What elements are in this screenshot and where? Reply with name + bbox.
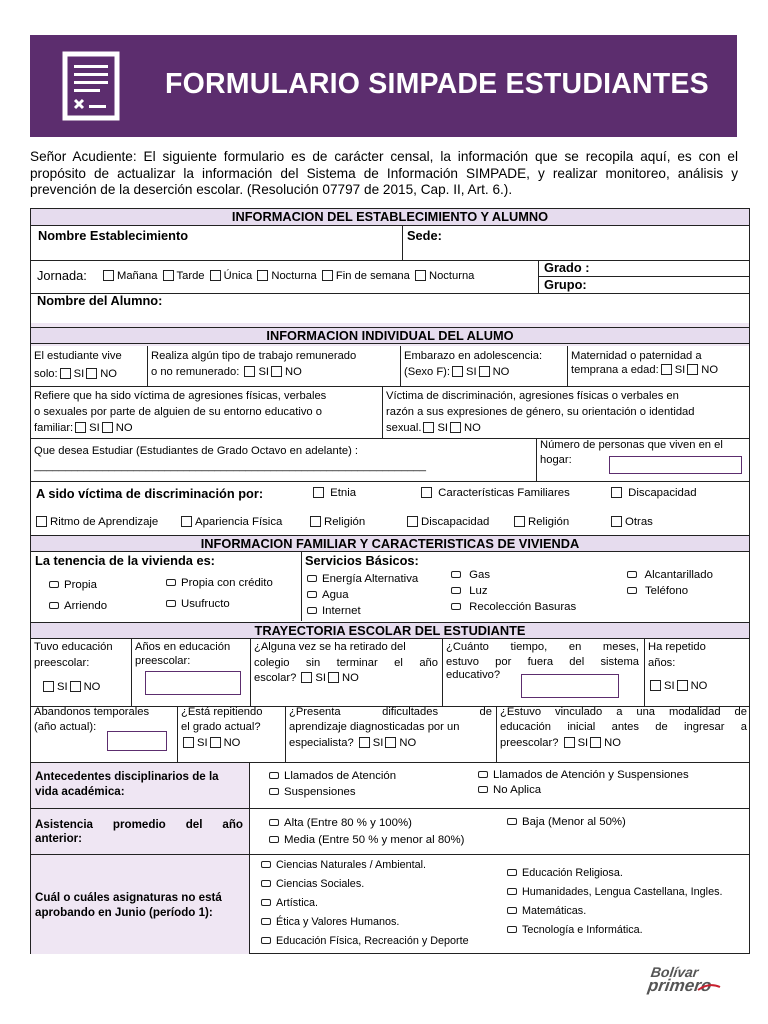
section-header-trayectoria: TRAYECTORIA ESCOLAR DEL ESTUDIANTE — [31, 622, 749, 639]
abandonos-input[interactable] — [107, 731, 167, 751]
intro-text: Señor Acudiente: El siguiente formulario es de carácter censal, la información que se recopila aquí, es con el propósito de actualizar la información del Sistema de Información SIMPADE, y realizar monitoreo, análisis y prevención de la deserción escolar. (Resolución 07797 de 2015, Cap. II, Art. 6.). — [30, 149, 738, 197]
agresiones-label-2: o sexuales por parte de alguien de su entorno educativo o — [34, 406, 322, 418]
tuvo-preescolar-row: SI NO — [41, 680, 100, 696]
si-checkbox[interactable] — [75, 422, 86, 433]
asignaturas-label-2: aprobando en Junio (período 1): — [35, 906, 213, 919]
sede-label: Sede: — [407, 228, 442, 243]
section-header-familiar: INFORMACION FAMILIAR Y CARACTERISTICAS DE VIVIENDA — [31, 535, 749, 552]
desea-estudiar-field[interactable]: _______________________________________________________________ — [34, 460, 426, 472]
tiempo-fuera-label: ¿Cuánto tiempo, en meses, — [446, 641, 639, 653]
disc-otras[interactable]: Otras — [609, 516, 653, 528]
jornada-checkbox[interactable] — [257, 270, 268, 281]
dificultades-label-2: aprendizaje diagnosticadas por un — [289, 721, 460, 733]
ant-suspensiones[interactable]: Suspensiones — [269, 786, 356, 798]
no-checkbox[interactable] — [687, 364, 698, 375]
personas-hogar-label: Número de personas que viven en el — [540, 439, 723, 451]
si-checkbox[interactable] — [60, 368, 71, 379]
vive-solo-row: solo: SI NO — [34, 368, 117, 380]
asig-artistica[interactable]: Artística. — [261, 897, 318, 909]
logo-swoosh-icon — [697, 984, 721, 992]
serv-telefono[interactable]: Teléfono — [627, 585, 688, 597]
si-checkbox[interactable] — [661, 364, 672, 375]
ant-llamados-susp[interactable]: Llamados de Atención y Suspensiones — [478, 769, 689, 781]
logo-line2: primero — [646, 976, 713, 995]
jornada-checkbox[interactable] — [210, 270, 221, 281]
tuvo-preescolar-label: Tuvo educación — [34, 641, 113, 653]
serv-recoleccion[interactable]: Recolección Basuras — [451, 601, 576, 613]
asis-baja[interactable]: Baja (Menor al 50%) — [507, 816, 626, 828]
agresiones-row: familiar: SI NO — [34, 422, 133, 434]
desea-estudiar-label: Que desea Estudiar (Estudiantes de Grado Octavo en adelante) : — [34, 445, 359, 457]
page-title: FORMULARIO SIMPADE ESTUDIANTES — [165, 68, 709, 100]
trabajo-row: o no remunerado: SI NO — [151, 366, 302, 378]
abandonos-label: Abandonos temporales — [34, 706, 150, 718]
serv-internet[interactable]: Internet — [307, 605, 361, 617]
discriminacion-genero-row: sexual. SI NO — [386, 422, 481, 434]
ant-no-aplica[interactable]: No Aplica — [478, 784, 541, 796]
document-form-icon — [62, 51, 120, 121]
tiempo-fuera-label-3: educativo? — [446, 669, 501, 681]
tenencia-label: La tenencia de la vivienda es: — [35, 553, 215, 568]
tenencia-usufructo[interactable]: Usufructo — [166, 598, 230, 610]
modalidad-inicial-label: ¿Estuvo vinculado a una modalidad de — [500, 706, 747, 718]
abandonos-label-2: (año actual): — [34, 721, 97, 733]
si-checkbox[interactable] — [650, 680, 661, 691]
si-checkbox[interactable] — [564, 737, 575, 748]
simpade-form — [30, 208, 750, 954]
modalidad-inicial-label-2: educación inicial antes de ingresar a — [500, 721, 747, 733]
jornada-label: Jornada: — [37, 268, 87, 283]
no-checkbox[interactable] — [210, 737, 221, 748]
no-checkbox[interactable] — [328, 672, 339, 683]
maternidad-label: Maternidad o paternidad a — [571, 350, 702, 362]
si-checkbox[interactable] — [452, 366, 463, 377]
asis-media[interactable]: Media (Entre 50 % y menor al 80%) — [269, 834, 464, 846]
asig-fisica[interactable]: Educación Física, Recreación y Deporte — [261, 935, 469, 947]
asistencia-label-2: anterior: — [35, 832, 83, 845]
retirado-row: escolar? SI NO — [254, 672, 359, 684]
repitiendo-row: SI NO — [181, 736, 240, 752]
jornada-checkbox[interactable] — [322, 270, 333, 281]
asig-humanidades[interactable]: Humanidades, Lengua Castellana, Ingles. — [507, 886, 722, 898]
agresiones-label: Refiere que ha sido víctima de agresiones físicas, verbales — [34, 390, 327, 402]
ant-llamados[interactable]: Llamados de Atención — [269, 770, 396, 782]
antecedentes-label: Antecedentes disciplinarios de la — [35, 770, 219, 783]
disc-apariencia[interactable]: Apariencia Física — [179, 516, 282, 528]
no-checkbox[interactable] — [70, 681, 81, 692]
anos-preescolar-input[interactable] — [145, 671, 241, 695]
logo-line1: Bolívar — [649, 964, 700, 980]
grado-label: Grado : — [544, 260, 590, 275]
bolivar-primero-logo — [645, 964, 725, 1000]
personas-hogar-input[interactable] — [609, 456, 742, 474]
grupo-label: Grupo: — [544, 277, 587, 292]
disc-discapacidad-2[interactable]: Discapacidad — [405, 516, 489, 528]
modalidad-inicial-row: preescolar? SI NO — [500, 737, 621, 749]
no-checkbox[interactable] — [590, 737, 601, 748]
repitiendo-label-2: el grado actual? — [181, 721, 261, 733]
embarazo-row: (Sexo F): SI NO — [404, 366, 510, 378]
si-checkbox[interactable] — [43, 681, 54, 692]
dificultades-label: ¿Presenta dificultades de — [289, 706, 492, 718]
trabajo-label: Realiza algún tipo de trabajo remunerado — [151, 350, 357, 362]
disc-religion-2[interactable]: Religión — [512, 516, 569, 528]
jornada-checkbox[interactable] — [415, 270, 426, 281]
tiempo-fuera-label-2: estuvo por fuera del sistema — [446, 656, 639, 668]
nombre-establecimiento-label: Nombre Establecimiento — [38, 228, 189, 243]
no-checkbox[interactable] — [102, 422, 113, 433]
discriminacion-genero-label: Víctima de discriminación, agresiones físicas o verbales en — [386, 390, 679, 402]
disc-religion[interactable]: Religión — [308, 516, 365, 528]
anos-preescolar-label-2: preescolar: — [135, 655, 191, 667]
no-checkbox[interactable] — [479, 366, 490, 377]
serv-luz[interactable]: Luz — [451, 585, 488, 597]
si-checkbox[interactable] — [183, 737, 194, 748]
discriminacion-label: A sido víctima de discriminación por: — [36, 486, 264, 501]
repitiendo-label: ¿Está repitiendo — [181, 706, 263, 718]
tenencia-arriendo[interactable]: Arriendo — [49, 600, 107, 612]
ha-repetido-row: SI NO — [648, 679, 707, 695]
asig-matematicas[interactable]: Matemáticas. — [507, 905, 586, 917]
dificultades-row: especialista? SI NO — [289, 737, 417, 749]
vive-solo-label: El estudiante vive — [34, 350, 122, 362]
tuvo-preescolar-label-2: preescolar: — [34, 657, 90, 669]
anos-preescolar-label: Años en educación — [135, 641, 231, 653]
asignaturas-label: Cuál o cuáles asignaturas no está — [35, 891, 222, 904]
nombre-alumno-label: Nombre del Alumno: — [37, 293, 163, 308]
servicios-label: Servicios Básicos: — [305, 553, 419, 568]
no-checkbox[interactable] — [86, 368, 97, 379]
no-checkbox[interactable] — [450, 422, 461, 433]
serv-alcantarillado[interactable]: Alcantarillado — [627, 569, 713, 581]
serv-gas[interactable]: Gas — [451, 569, 490, 581]
si-checkbox[interactable] — [423, 422, 434, 433]
retirado-label: ¿Alguna vez se ha retirado del — [254, 641, 406, 653]
no-checkbox[interactable] — [677, 680, 688, 691]
jornada-checkbox[interactable] — [103, 270, 114, 281]
no-checkbox[interactable] — [271, 366, 282, 377]
antecedentes-label-2: vida académica: — [35, 785, 125, 798]
si-checkbox[interactable] — [301, 672, 312, 683]
disc-discapacidad[interactable]: Discapacidad — [609, 487, 697, 499]
asig-naturales[interactable]: Ciencias Naturales / Ambiental. — [261, 859, 426, 871]
personas-hogar-label-2: hogar: — [540, 454, 572, 466]
asig-sociales[interactable]: Ciencias Sociales. — [261, 878, 364, 890]
title-banner — [30, 35, 737, 137]
discriminacion-genero-label-2: razón a sus expresiones de género, su orientación o identidad — [386, 406, 695, 418]
jornada-checkbox[interactable] — [163, 270, 174, 281]
tiempo-fuera-input[interactable] — [521, 674, 619, 698]
disc-etnia[interactable]: Etnia — [311, 487, 356, 499]
serv-agua[interactable]: Agua — [307, 589, 349, 601]
retirado-label-2: colegio sin terminar el año — [254, 657, 438, 669]
tenencia-credito[interactable]: Propia con crédito — [166, 577, 273, 589]
ha-repetido-label: Ha repetido — [648, 641, 706, 653]
si-checkbox[interactable] — [359, 737, 370, 748]
jornada-options: Mañana Tarde Única Nocturna Fin de semana Nocturna — [101, 269, 474, 285]
asis-alta[interactable]: Alta (Entre 80 % y 100%) — [269, 817, 412, 829]
asig-religiosa[interactable]: Educación Religiosa. — [507, 867, 623, 879]
section-header-establecimiento: INFORMACION DEL ESTABLECIMIENTO Y ALUMNO — [31, 209, 749, 226]
si-checkbox[interactable] — [244, 366, 255, 377]
asig-etica[interactable]: Ética y Valores Humanos. — [261, 916, 399, 928]
serv-energia[interactable]: Energía Alternativa — [307, 573, 418, 585]
asig-tecnologia[interactable]: Tecnología e Informática. — [507, 924, 643, 936]
asistencia-label: Asistencia promedio del año — [35, 818, 243, 831]
tenencia-propia[interactable]: Propia — [49, 579, 97, 591]
disc-ritmo[interactable]: Ritmo de Aprendizaje — [34, 516, 158, 528]
embarazo-label: Embarazo en adolescencia: — [404, 350, 543, 362]
section-header-individual: INFORMACION INDIVIDUAL DEL ALUMO — [31, 327, 749, 344]
disc-familiares[interactable]: Características Familiares — [419, 487, 570, 499]
maternidad-row: temprana a edad: SI NO — [571, 364, 719, 376]
no-checkbox[interactable] — [385, 737, 396, 748]
ha-repetido-label-2: años: — [648, 657, 676, 669]
